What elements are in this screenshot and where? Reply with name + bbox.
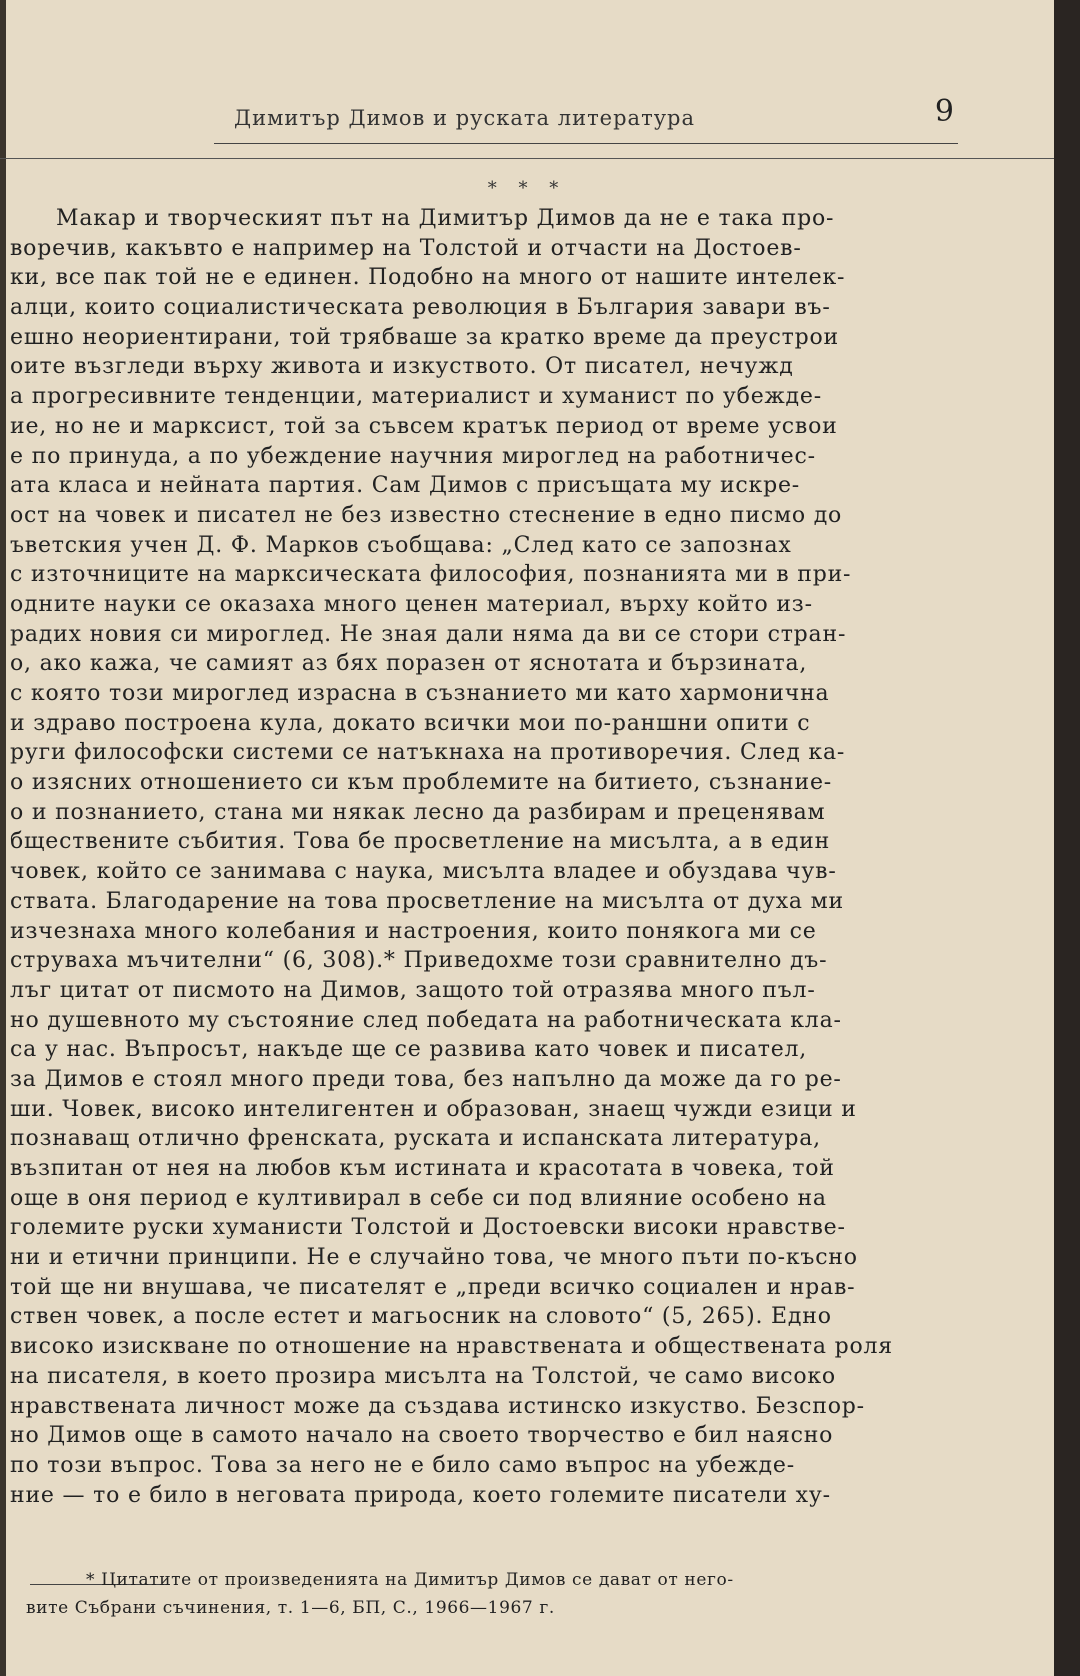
text-line: руги философски системи се натъкнаха на противоречия. След ка-	[10, 740, 846, 766]
text-line: ние — то е било в неговата природа, което големите писатели ху-	[10, 1482, 831, 1508]
text-line: одните науки се оказаха много ценен материал, върху който из-	[10, 591, 813, 617]
text-line: големите руски хуманисти Толстой и Достоевски високи нравстве-	[10, 1215, 846, 1241]
text-line: ата класа и нейната партия. Сам Димов с присъщата му искре-	[10, 473, 801, 499]
text-line: човек, който се занимава с наука, мисълта владее и обуздава чув-	[10, 859, 837, 885]
text-line: изчезнаха много колебания и настроения, които понякога ми се	[10, 918, 817, 944]
text-line: по този въпрос. Това за него не е било само въпрос на убежде-	[10, 1452, 795, 1478]
text-line: високо изискване по отношение на нравствената и обществената роля	[10, 1334, 893, 1360]
header-frame-rule	[0, 158, 1054, 159]
text-line: лъг цитат от писмото на Димов, защото той отразява много пъл-	[10, 977, 816, 1003]
text-line: познаващ отлично френската, руската и испанската литература,	[10, 1126, 821, 1152]
text-line: и здраво построена кула, докато всички мои по-раншни опити с	[10, 710, 811, 736]
body-text	[10, 204, 1010, 1510]
text-line: а прогресивните тенденции, материалист и хуманист по убежде-	[10, 384, 822, 410]
text-line: възпитан от нея на любов към истината и красотата в човека, той	[10, 1156, 835, 1181]
text-line: с която този мироглед израсна в съзнанието ми като хармонична	[10, 681, 830, 706]
text-line: са у нас. Въпросът, накъде ще се развива като човек и писател,	[10, 1037, 808, 1063]
text-line: той ще ни внушава, че писателят е „преди всичко социален и нрав-	[10, 1274, 856, 1300]
header-rule	[214, 143, 958, 144]
text-line: воречив, какъвто е например на Толстой и отчасти на Достоев-	[10, 235, 802, 261]
text-line: нравствената личност може да създава истинско изкуство. Безспор-	[10, 1393, 865, 1419]
text-line: ешно неориентирани, той трябваше за кратко време да преустрои	[10, 324, 839, 350]
text-line: на писателя, в което прозира мисълта на Толстой, че само високо	[10, 1363, 836, 1389]
text-line: о изясних отношението си към проблемите на битието, съзнание-	[10, 770, 833, 796]
page-header	[214, 94, 958, 140]
text-line: радих новия си мироглед. Не зная дали няма да ви се стори стран-	[10, 621, 847, 647]
footnote-line: * Цитатите от произведенията на Димитър Димов се дават от него-	[86, 1570, 734, 1590]
text-line: ие, но не и марксист, той за съвсем кратък период от време усвои	[10, 413, 838, 439]
page-number: 9	[934, 94, 954, 129]
text-line: струваха мъчителни“ (6, 308).* Приведохме този сравнително дъ-	[10, 948, 828, 974]
text-line: ни и етични принципи. Не е случайно това, че много пъти по-късно	[10, 1245, 858, 1271]
text-line: алци, които социалистическата революция в България завари въ-	[10, 295, 831, 321]
text-line: още в оня период е култивирал в себе си под влияние особено на	[10, 1185, 827, 1211]
text-line: е по принуда, а по убеждение научния мироглед на работничес-	[10, 443, 816, 469]
text-line: оите възгледи върху живота и изкуството. От писател, нечужд	[10, 354, 794, 380]
footnote-line: вите Събрани съчинения, т. 1—6, БП, С., 1966—1967 г.	[26, 1598, 555, 1618]
text-line: ши. Човек, високо интелигентен и образован, знаещ чужди езици и	[10, 1096, 857, 1122]
page-left-edge	[0, 0, 6, 1676]
text-line: но душевното му състояние след победата на работническата кла-	[10, 1007, 842, 1033]
text-line: за Димов е стоял много преди това, без напълно да може да го ре-	[10, 1066, 842, 1092]
footnote	[26, 1566, 1016, 1622]
text-line: с източниците на марксическата философия, познанията ми в при-	[10, 562, 852, 588]
text-line: бществените събития. Това бе просветление на мисълта, а в един	[10, 829, 831, 855]
page-right-edge	[1054, 0, 1080, 1676]
text-line: ки, все пак той не е единен. Подобно на много от нашите интелек-	[10, 265, 846, 291]
section-separator: * * *	[487, 178, 567, 199]
text-line: ост на човек и писател не без известно стеснение в едно писмо до	[10, 502, 843, 528]
text-line: ъветския учен Д. Ф. Марков съобщава: „След като се запознах	[10, 532, 792, 558]
text-line: о, ако кажа, че самият аз бях поразен от яснотата и бързината,	[10, 651, 808, 677]
running-title: Димитър Димов и руската литература	[234, 106, 696, 130]
text-line: но Димов още в самото начало на своето творчество е бил наясно	[10, 1423, 834, 1449]
text-line: ствен човек, а после естет и магьосник на словото“ (5, 265). Едно	[10, 1304, 832, 1330]
text-line: о и познанието, стана ми някак лесно да разбирам и преценявам	[10, 799, 826, 825]
text-line: Макар и творческият път на Димитър Димов да не е така про-	[56, 206, 835, 231]
text-line: ствата. Благодарение на това просветление на мисълта от духа ми	[10, 888, 845, 914]
